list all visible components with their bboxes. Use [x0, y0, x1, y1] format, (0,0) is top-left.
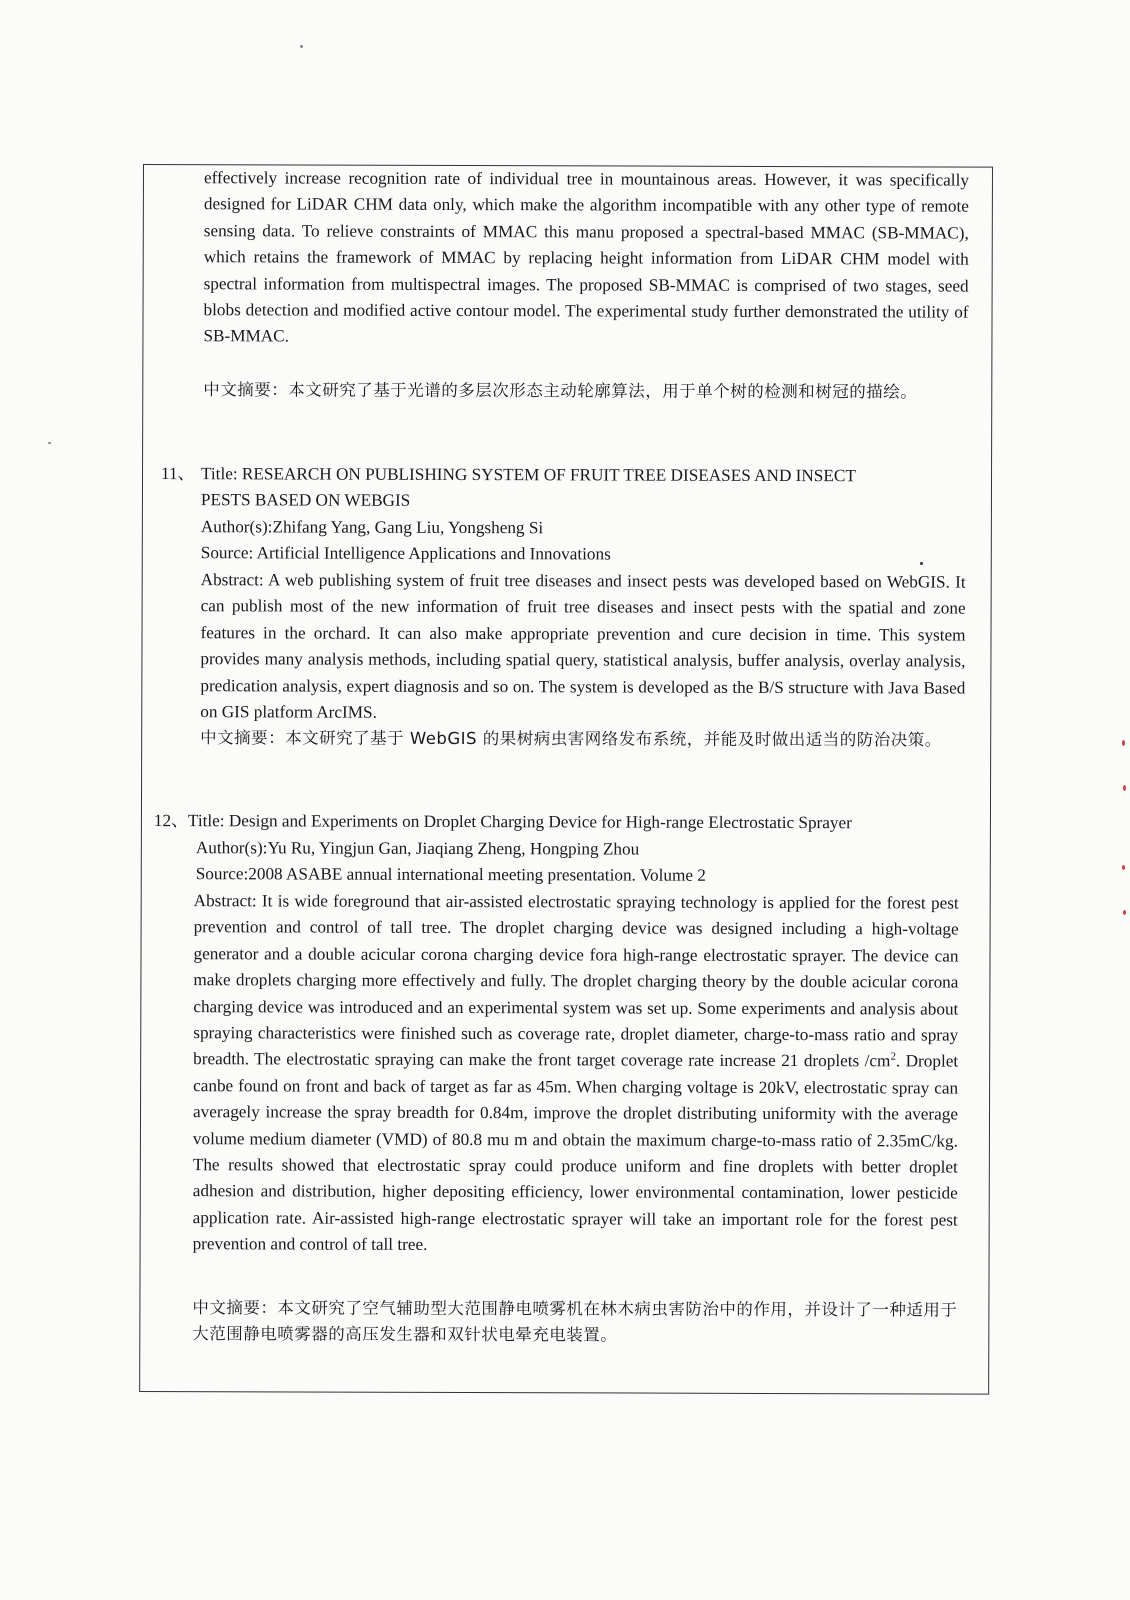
- entry12-abstract-part2: . Droplet canbe found on front and back of target as far as 45m. When charging voltage is 20kV, electrostatic spray can averagely increase the spray breadth for 0.84m, improve the droplet distributing uniformity with the average volume medium diameter (VMD) of 80.8 mu m and obtain the maximum charge-to-mass ratio of 2.35mC/kg. The results showed that electrostatic spray could produce uniform and fine droplets with better droplet adhesion and distribution, higher depositing efficiency, lower environmental contamination, lower pesticide application rate. Air-assisted high-range electrostatic sprayer will take an important role for the forest pest prevention and control of tall tree.: [192, 1051, 959, 1255]
- entry12-abstract-superscript: 2: [890, 1051, 896, 1064]
- scan-speck: [1122, 865, 1125, 870]
- scan-speck: [1123, 785, 1126, 791]
- entry12-source: Source:2008 ASABE annual international meeting presentation. Volume 2: [195, 864, 706, 885]
- entry11-authors: Author(s):Zhifang Yang, Gang Liu, Yongsheng Si: [200, 517, 544, 538]
- entry11-source: Source: Artificial Intelligence Applications and Innovations: [200, 543, 611, 564]
- entry12-title: Title: Design and Experiments on Droplet Charging Device for High-range Electrostatic Sprayer: [187, 811, 852, 833]
- scan-speck: [300, 45, 303, 48]
- entry12-abstract: [193, 888, 959, 1260]
- entry10-abstract-tail: effectively increase recognition rate of individual tree in mountainous areas. However, it was specifically designed for LiDAR CHM data only, which make the algorithm incompatible with any other type of remote sensing data. To relieve constraints of MMAC this manu proposed a spectral-based MMAC (SB-MMAC), which retains the framework of MMAC by replacing height information from LiDAR CHM model with spectral information from multispectral images. The proposed SB-MMAC is comprised of two stages, seed blobs detection and modified active contour model. The experimental study further demonstrated the utility of SB-MMAC.: [203, 168, 969, 346]
- scan-speck: [1123, 910, 1126, 915]
- entry11-zh-abstract: 中文摘要：本文研究了基于 WebGIS 的果树病虫害网络发布系统，并能及时做出适当的防治决策。: [200, 728, 942, 750]
- entry11-number: 11、: [160, 464, 195, 484]
- entry10-zh-abstract: 中文摘要：本文研究了基于光谱的多层次形态主动轮廓算法，用于单个树的检测和树冠的描绘。: [203, 380, 918, 402]
- entry12-zh-abstract: 中文摘要：本文研究了空气辅助型大范围静电喷雾机在林木病虫害防治中的作用，并设计了一种适用于大范围静电喷雾器的高压发生器和双针状电晕充电装置。: [192, 1298, 958, 1345]
- scan-speck: [1122, 740, 1125, 746]
- scan-speck: [48, 442, 51, 444]
- entry12-number: 12、: [153, 811, 189, 831]
- entry11-abstract: Abstract: A web publishing system of fruit tree diseases and insect pests was developed based on WebGIS. It can publish most of the new information of fruit tree diseases and insect pests with the spatial and zone features in the orchard. It can also make appropriate prevention and cure decision in time. This system provides many analysis methods, including spatial query, statistical analysis, buffer analysis, overlay analysis, predication analysis, expert diagnosis and so on. The system is developed as the B/S structure with Java Based on GIS platform ArcIMS.: [200, 570, 966, 722]
- entry12-authors: Author(s):Yu Ru, Yingjun Gan, Jiaqiang Zheng, Hongping Zhou: [195, 838, 640, 859]
- entry11-title-line2: PESTS BASED ON WEBGIS: [200, 490, 411, 510]
- content-box: [139, 164, 993, 1395]
- entry11-title-line1: Title: RESEARCH ON PUBLISHING SYSTEM OF FRUIT TREE DISEASES AND INSECT: [200, 464, 856, 486]
- entry12-abstract-part1: Abstract: It is wide foreground that air-assisted electrostatic spraying technology is applied for the forest pest prevention and control of tall tree. The droplet charging device was designed including a high-voltage generator and a double acicular corona charging device fora high-range electrostatic sprayer. The device can make droplets charging more effectively and fully. The droplet charging theory by the double acicular corona charging device was introduced and an experimental system was set up. Some experiments and analysis about spraying characteristics were finished such as coverage rate, droplet diameter, charge-to-mass ratio and spray breadth. The electrostatic spraying can make the front target coverage rate increase 21 droplets /cm: [193, 891, 959, 1071]
